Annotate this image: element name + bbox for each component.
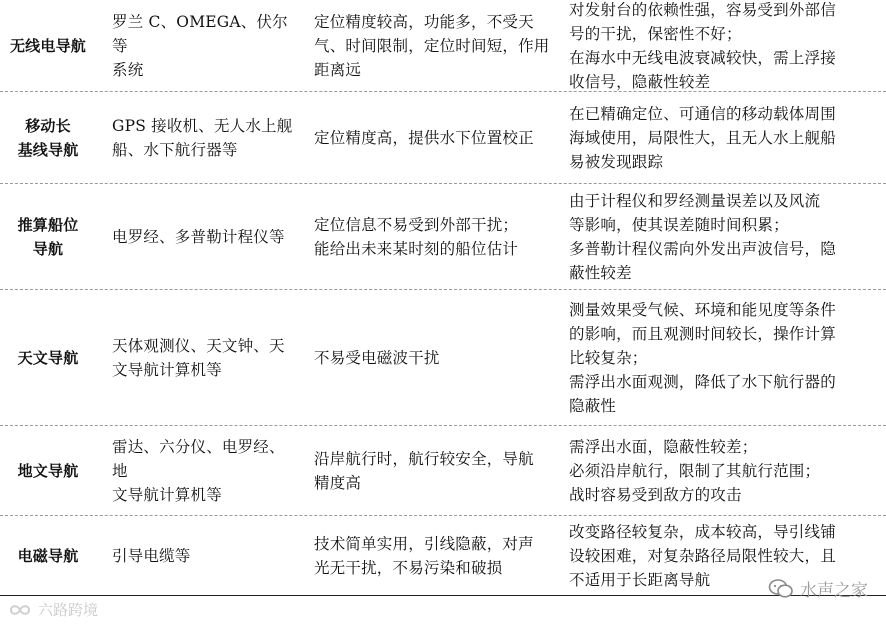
row-equipment (112, 516, 300, 595)
row-advantages (314, 0, 554, 91)
table-row (0, 92, 886, 184)
row-name-text: 电磁导航 (17, 546, 79, 565)
row-advantages (314, 516, 554, 595)
logo-icon (8, 602, 34, 618)
row-advantages (314, 184, 554, 289)
table-row (0, 184, 886, 290)
table-row (0, 426, 886, 516)
watermark-left-text: 六路跨境 (38, 601, 99, 619)
row-disadvantages-text: 由于计程仪和罗经测量误差以及风流 等影响，使其误差随时间积累； 多普勒计程仪需向外发出声波信号，隐 蔽性较差 (569, 191, 836, 282)
row-equipment (112, 184, 300, 289)
row-disadvantages (569, 290, 865, 425)
row-disadvantages-text: 测量效果受气候、环境和能见度等条件 的影响，而且观测时间较长，操作计算 比较复杂； 需浮出水面观测，降低了水下航行器的 隐蔽性 (569, 300, 836, 415)
row-advantages-text: 定位信息不易受到外部干扰； 能给出未来某时刻的船位估计 (314, 215, 519, 258)
row-disadvantages-text: 改变路径较复杂，成本较高，导引线铺 设较困难，对复杂路径局限性较大，且 不适用于长距离导航 (569, 522, 836, 589)
row-name-text: 地文导航 (17, 461, 79, 480)
watermark-left (8, 599, 98, 620)
row-advantages-text: 沿岸航行时，航行较安全，导航 精度高 (314, 449, 534, 492)
row-name (0, 0, 96, 91)
row-equipment (112, 0, 300, 91)
table-row (0, 0, 886, 92)
row-name-text: 天文导航 (17, 348, 79, 367)
row-name (0, 426, 96, 515)
row-advantages-text: 定位精度高，提供水下位置校正 (314, 128, 534, 147)
row-name-text: 推算船位 导航 (17, 215, 79, 258)
row-equipment-text: 引导电缆等 (112, 546, 191, 565)
row-disadvantages-text: 在已精确定位、可通信的移动载体周围 海域使用，局限性大，且无人水上舰船 易被发现跟踪 (569, 104, 836, 171)
row-equipment (112, 92, 300, 183)
row-disadvantages-text: 对发射台的依赖性强，容易受到外部信 号的干扰，保密性不好； 在海水中无线电波衰减较快，需上浮接 收信号，隐蔽性较差 (569, 0, 836, 91)
footer (0, 581, 886, 627)
row-equipment-text: 罗兰 C、OMEGA、伏尔等 系统 (112, 12, 288, 79)
watermark-right-text: 水声之家 (800, 581, 868, 601)
row-name-text: 移动长 基线导航 (17, 116, 79, 159)
watermark-right (768, 576, 868, 601)
table-row (0, 516, 886, 596)
row-equipment-text: GPS 接收机、无人水上舰 船、水下航行器等 (112, 116, 293, 159)
row-advantages-text: 技术简单实用，引线隐蔽，对声 光无干扰，不易污染和破损 (314, 534, 534, 577)
row-advantages (314, 290, 554, 425)
row-equipment-text: 雷达、六分仪、电罗经、地 文导航计算机等 (112, 437, 285, 504)
row-equipment-text: 电罗经、多普勒计程仪等 (112, 227, 285, 246)
row-name (0, 516, 96, 595)
row-name (0, 290, 96, 425)
table-row (0, 290, 886, 426)
row-equipment (112, 426, 300, 515)
row-disadvantages-text: 需浮出水面，隐蔽性较差； 必须沿岸航行，限制了其航行范围； 战时容易受到敌方的攻击 (569, 437, 821, 504)
row-name (0, 184, 96, 289)
row-name (0, 92, 96, 183)
row-advantages-text: 不易受电磁波干扰 (314, 348, 440, 367)
row-disadvantages (569, 184, 865, 289)
row-advantages (314, 92, 554, 183)
row-equipment (112, 290, 300, 425)
row-advantages (314, 426, 554, 515)
row-disadvantages (569, 426, 865, 515)
row-equipment-text: 天体观测仪、天文钟、天 文导航计算机等 (112, 336, 285, 379)
row-disadvantages (569, 0, 865, 91)
wechat-icon (768, 578, 794, 600)
row-name-text: 无线电导航 (9, 36, 86, 55)
row-advantages-text: 定位精度较高，功能多，不受天 气、时间限制，定位时间短，作用 距离远 (314, 12, 550, 79)
row-disadvantages (569, 92, 865, 183)
